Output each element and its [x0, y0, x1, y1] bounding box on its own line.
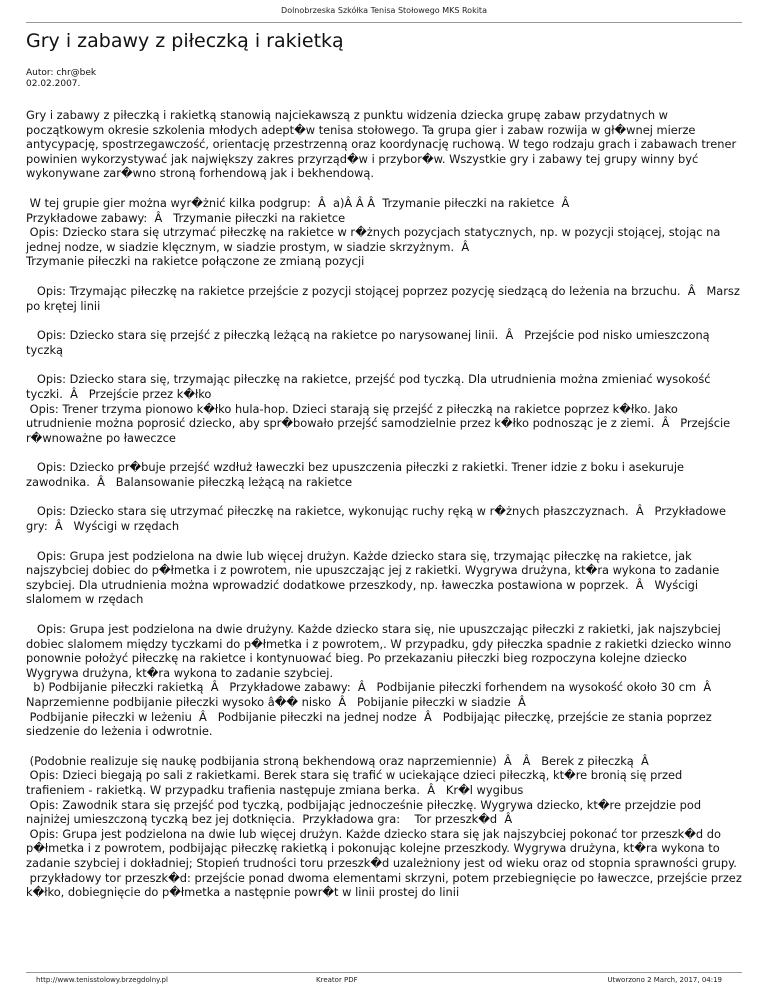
article-author: Autor: chr@bek [26, 68, 97, 78]
paragraph: Opis: Dziecko stara się, trzymając piłeczkę na rakietce, przejść pod tyczką. Dla utrudnienia można zmieniać wysokość tyczki. Â Przejście przez k�łko Opis: Trener trzyma pionowo k�łko hula-hop. Dzieci starają się przejść z piłeczką na rakietce poprzez k�łko. Jako utrudnienie można poprosić dziecko, aby spr�bowało przejść samodzielnie przez k�łko podnosząc je z ziemi. Â Przejście r�wnoważne po ławeczce [26, 372, 731, 445]
paragraph: Opis: Dziecko stara się przejść z piłeczką leżącą na rakietce po narysowanej linii. Â Przejście pod nisko umieszczoną tyczką [26, 328, 714, 357]
footer-generator: Kreator PDF [316, 976, 358, 984]
paragraph: Opis: Dziecko pr�buje przejść wzdłuż ławeczki bez upuszczenia piłeczki z rakietki. Trener idzie z boku i asekuruje zawodnika. Â Balansowanie piłeczką leżącą na rakietce [26, 460, 688, 489]
article-body [26, 108, 742, 900]
page-footer [26, 972, 742, 984]
paragraph-intro: Gry i zabawy z piłeczką i rakietką stanowią najciekawszą z punktu widzenia dziecka grupę zabaw przydatnych w początkowym okresie szkolenia młodych adept�w tenisa stołowego. Ta grupa gier i zabaw rozwija w gł�wnej mierze antycypację, spostrzegawczość, orientację przestrzenną oraz koordynację ruchową. W tego rodzaju grach i zabawach trener powinien wykorzystywać jak największy zakres przyrząd�w i przybor�w. Wszystkie gry i zabawy tej grupy winny być wykonywane zar�wno stroną forhendową jak i bekhendową. [26, 108, 740, 181]
article-date: 02.02.2007. [26, 79, 81, 89]
paragraph: Opis: Dziecko stara się utrzymać piłeczkę na rakietce, wykonując ruchy ręką w r�żnych płaszczyznach. Â Przykładowe gry: Â Wyścigi w rzędach [26, 504, 730, 534]
paragraph: Opis: Trzymając piłeczkę na rakietce przejście z pozycji stojącej poprzez pozycję siedzącą do leżenia na brzuchu. Â Marsz po krętej linii [26, 283, 744, 313]
paragraph: (Podobnie realizuje się naukę podbijania stroną bekhendową oraz naprzemiennie) Â Â Berek z piłeczką Â Opis: Dzieci biegają po sali z rakietkami. Berek stara się trafić w uciekające dzieci piłeczką, kt�re bronią się przed trafieniem - rakietką. W przypadku trafienia następuje zmiana berka. Â Kr�l wygibus Opis: Zawodnik stara się przejść pod tyczką, podbijając jednocześnie piłeczkę. Wygrywa dziecko, kt�re przejdzie pod najniżej umieszczoną tyczką bez jej dotknięcia. Przykładowa gra: Tor przeszk�d Â Opis: Grupa jest podzielona na dwie lub więcej drużyn. Każde dziecko stara się jak najszybciej pokonać tor przeszk�d do p�łmetka i z powrotem, podbijając piłeczkę rakietką i pokonując kolejne przeszkody. Wygrywa drużyna, kt�ra wykona to zadanie szybciej i dokładniej; Stopień trudności toru przeszk�d uzależniony jest od wieku oraz od stopnia sprawności grupy. przykładowy tor przeszk�d: przejście ponad dwoma elementami skrzyni, potem przebiegnięcie po ławeczce, przejście przez k�łko, dobiegnięcie do p�łmetka a następnie powr�t w linii prostej do linii [26, 753, 742, 900]
article-title: Gry i zabawy z piłeczką i rakietką [26, 30, 344, 52]
paragraph: W tej grupie gier można wyr�żnić kilka podgrup: Â a)Â Â Â Trzymanie piłeczki na rakietce Â Przykładowe zabawy: Â Trzymanie piłeczki na rakietce Opis: Dziecko stara się utrzymać piłeczkę na rakietce w r�żnych pozycjach statycznych, np. w pozycji stojącej, stojąc na jednej nodze, w siadzie klęcznym, w siadzie prostym, w siadzie skrzyżnym. Â Trzymanie piłeczki na rakietce połączone ze zmianą pozycji [26, 195, 721, 269]
header-divider [26, 22, 742, 23]
page-header: Dolnobrzeska Szkółka Tenisa Stołowego MKS Rokita [281, 6, 487, 15]
footer-created: Utworzono 2 March, 2017, 04:19 [607, 976, 722, 984]
paragraph: Opis: Grupa jest podzielona na dwie lub więcej drużyn. Każde dziecko stara się, trzymając piłeczkę na rakietce, jak najszybciej dobiec do p�łmetka i z powrotem, nie upuszczając jej z rakietki. Wygrywa drużyna, kt�ra wykona to zadanie szybciej. Dla utrudnienia można wprowadzić dodatkowe przeszkody, np. ławeczka postawiona w poprzek. Â Wyścigi slalomem w rzędach [26, 548, 723, 607]
article-meta [26, 68, 96, 90]
paragraph: Opis: Grupa jest podzielona na dwie drużyny. Każde dziecko stara się, nie upuszczając piłeczki z rakietki, jak najszybciej dobiec slalomem między tyczkami do p�łmetka i z powrotem,. W przypadku, gdy piłeczka spadnie z rakietki dziecko winno ponownie położyć piłeczkę na rakietce i kontynuować bieg. Po przekazaniu piłeczki bieg rozpoczyna kolejne dziecko Wygrywa drużyna, kt�ra wykona to zadanie szybciej. b) Podbijanie piłeczki rakietką Â Przykładowe zabawy: Â Podbijanie piłeczki forhendem na wysokość około 30 cm Â Naprzemienne podbijanie piłeczki wysoko â�� nisko Â Pobijanie piłeczki w siadzie Â Podbijanie piłeczki w leżeniu Â Podbijanie piłeczki na jednej nodze Â Podbijając piłeczkę, przejście ze stania poprzez siedzenie do leżenia i odwrotnie. [26, 622, 732, 739]
footer-url[interactable]: http://www.tenisstolowy.brzegdolny.pl [36, 976, 168, 984]
